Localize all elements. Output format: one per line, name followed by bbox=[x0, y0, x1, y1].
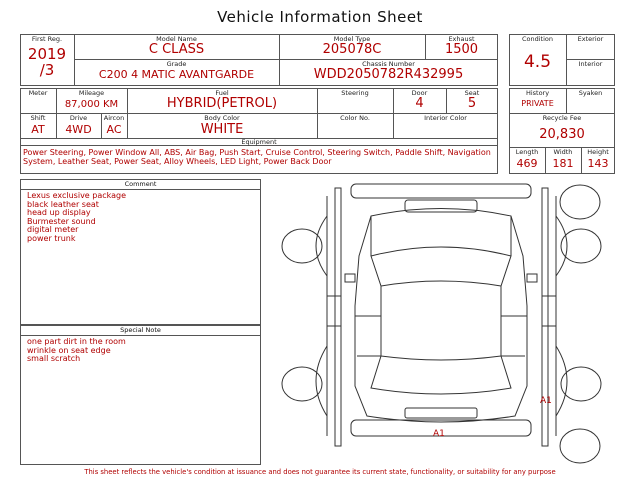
chassis-label: Chassis Number bbox=[362, 60, 415, 68]
comment-line: Lexus exclusive package bbox=[27, 191, 127, 200]
mirror-right bbox=[527, 274, 537, 282]
width-label: Width bbox=[553, 148, 573, 156]
left-side-panels bbox=[316, 216, 341, 416]
note-line: wrinkle on seat edge bbox=[27, 345, 111, 355]
aircon-label: Aircon bbox=[103, 114, 125, 122]
left-side-outline bbox=[327, 188, 341, 446]
condition-label: Condition bbox=[521, 35, 554, 43]
model-name-value: C CLASS bbox=[148, 42, 205, 57]
aircon-value: AC bbox=[106, 123, 122, 136]
drive-value: 4WD bbox=[65, 123, 92, 136]
exhaust-label: Exhaust bbox=[448, 35, 475, 43]
disclaimer-footer: This sheet reflects the vehicle's condition at issuance and does not guarantee its current state, functionality, or suitability for any purpose bbox=[84, 468, 556, 476]
model-type-value: 205078C bbox=[322, 42, 382, 57]
damage-mark-bottom: A1 bbox=[433, 429, 445, 439]
model-type-label: Model Type bbox=[333, 35, 371, 43]
mileage-label: Mileage bbox=[78, 89, 105, 97]
note-line: small scratch bbox=[27, 354, 81, 363]
seat-value: 5 bbox=[467, 96, 477, 111]
interior-color-label: Interior Color bbox=[424, 114, 467, 122]
body-color-label: Body Color bbox=[204, 114, 240, 122]
color-no-label: Color No. bbox=[340, 114, 370, 122]
exterior-label: Exterior bbox=[577, 35, 604, 43]
comment-line: black leather seat bbox=[27, 199, 99, 209]
steering-label: Steering bbox=[341, 89, 369, 97]
chassis-value: WDD2050782R432995 bbox=[313, 67, 464, 82]
grade-label: Grade bbox=[166, 60, 187, 68]
door-label: Door bbox=[411, 89, 428, 97]
windshield bbox=[371, 247, 511, 286]
front-bumper bbox=[351, 184, 531, 198]
note-line: one part dirt in the room bbox=[27, 337, 126, 346]
condition-value: 4.5 bbox=[523, 52, 552, 72]
seat-label: Seat bbox=[464, 89, 480, 97]
special-note-lines bbox=[27, 338, 257, 364]
comment-line: head up display bbox=[27, 208, 91, 217]
shift-label: Shift bbox=[30, 114, 46, 122]
model-name-label: Model Name bbox=[156, 35, 197, 43]
rear-plate bbox=[405, 408, 477, 418]
recycle-value: 20,830 bbox=[539, 127, 585, 142]
interior-label: Interior bbox=[578, 60, 603, 68]
history-label: History bbox=[525, 89, 550, 97]
mirror-left bbox=[345, 274, 355, 282]
comment-line: digital meter bbox=[27, 225, 79, 234]
right-side-panels bbox=[542, 216, 567, 416]
right-side-outline bbox=[542, 188, 556, 446]
body-color-value: WHITE bbox=[200, 122, 244, 137]
meter-label: Meter bbox=[28, 89, 48, 97]
comment-line: Burmester sound bbox=[27, 216, 96, 226]
equipment-value: Power Steering, Power Window All, ABS, Air Bag, Push Start, Cruise Control, Steering Switch, Paddle Shift, Navigation System, Leather Seat, Power Seat, Alloy Wheels, LED Light, Power Back Door bbox=[23, 148, 491, 166]
rear-window bbox=[371, 356, 511, 394]
width-value: 181 bbox=[552, 157, 574, 170]
exhaust-value: 1500 bbox=[444, 42, 479, 57]
first-reg-value bbox=[20, 46, 74, 78]
equipment-label: Equipment bbox=[241, 138, 277, 146]
hood-lines bbox=[371, 216, 511, 256]
fuel-value: HYBRID(PETROL) bbox=[166, 96, 278, 111]
history-value: PRIVATE bbox=[521, 99, 554, 108]
first-reg-label: First Reg. bbox=[31, 35, 63, 43]
front-grille bbox=[405, 200, 477, 212]
spare-wheel-bottom bbox=[560, 429, 600, 463]
special-note-label: Special Note bbox=[120, 326, 161, 334]
spare-wheel-top bbox=[560, 185, 600, 219]
car-damage-diagram bbox=[265, 176, 625, 466]
length-value: 469 bbox=[516, 157, 538, 170]
drive-label: Drive bbox=[69, 114, 88, 122]
height-label: Height bbox=[587, 148, 609, 156]
roof bbox=[381, 286, 501, 360]
syaken-label: Syaken bbox=[578, 89, 603, 97]
grade-value: C200 4 MATIC AVANTGARDE bbox=[98, 68, 255, 81]
comment-lines bbox=[27, 192, 257, 243]
fuel-label: Fuel bbox=[215, 89, 229, 97]
shift-value: AT bbox=[31, 123, 45, 136]
sheet-title: Vehicle Information Sheet bbox=[217, 8, 423, 26]
damage-mark-right: A1 bbox=[540, 396, 552, 406]
recycle-label: Recycle Fee bbox=[542, 114, 582, 122]
first-reg-month: /3 bbox=[39, 61, 55, 79]
comment-line: power trunk bbox=[27, 233, 76, 243]
length-label: Length bbox=[515, 148, 539, 156]
comment-label: Comment bbox=[124, 180, 157, 188]
height-value: 143 bbox=[587, 157, 609, 170]
first-reg-year: 2019 bbox=[27, 45, 67, 63]
door-value: 4 bbox=[415, 96, 424, 111]
mileage-value: 87,000 KM bbox=[64, 99, 119, 110]
